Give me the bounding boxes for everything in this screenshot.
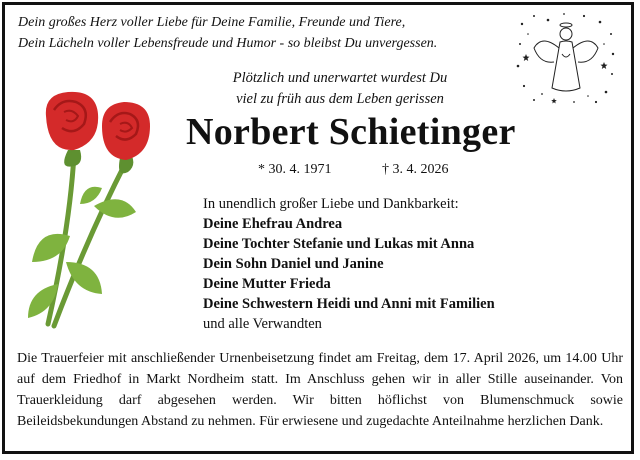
subtitle-line-1: Plötzlich und unerwartet wurdest Du: [232, 70, 448, 86]
quote-line-1: Dein großes Herz voller Liebe für Deine Familie, Freunde und Tiere,: [18, 15, 406, 30]
mourners-intro: In unendlich großer Liebe und Dankbarkeit:: [203, 196, 459, 212]
mourner-line: Deine Tochter Stefanie und Lukas mit Anna: [203, 236, 475, 252]
birth-date: * 30. 4. 1971: [258, 162, 332, 177]
mourner-line: Dein Sohn Daniel und Janine: [203, 256, 384, 272]
death-date: † 3. 4. 2026: [382, 162, 449, 177]
funeral-notice: Die Trauerfeier mit anschließender Urnenbeisetzung findet am Freitag, dem 17. April 2026, um 14.00 Uhr auf dem Friedhof in Markt Nordheim statt. Im Anschluss gehen wir in aller Stille auseinander. Von Trauerkleidung darf abgesehen werden. Wir bitten höflichst von Blumenschmuck sowie Beileidsbekundungen Abstand zu nehmen. Für erwiesene und zugedachte Anteilnahme herzlichen Dank.: [17, 351, 623, 429]
mourners-closing: und alle Verwandten: [203, 316, 322, 332]
subtitle: [170, 68, 510, 110]
quote-line-2: Dein Lächeln voller Lebensfreude und Humor - so bleibst Du unvergessen.: [18, 36, 438, 51]
mourner-line: Deine Schwestern Heidi und Anni mit Familien: [203, 296, 495, 312]
angel-icon: [514, 10, 618, 106]
mourner-line: Deine Mutter Frieda: [203, 276, 331, 292]
deceased-name: Norbert Schietinger: [186, 111, 516, 153]
roses-icon: [18, 86, 168, 332]
mourner-line: Deine Ehefrau Andrea: [203, 216, 343, 232]
memorial-quote: [18, 12, 437, 54]
mourners-list: [203, 194, 495, 334]
subtitle-line-2: viel zu früh aus dem Leben gerissen: [236, 91, 444, 107]
